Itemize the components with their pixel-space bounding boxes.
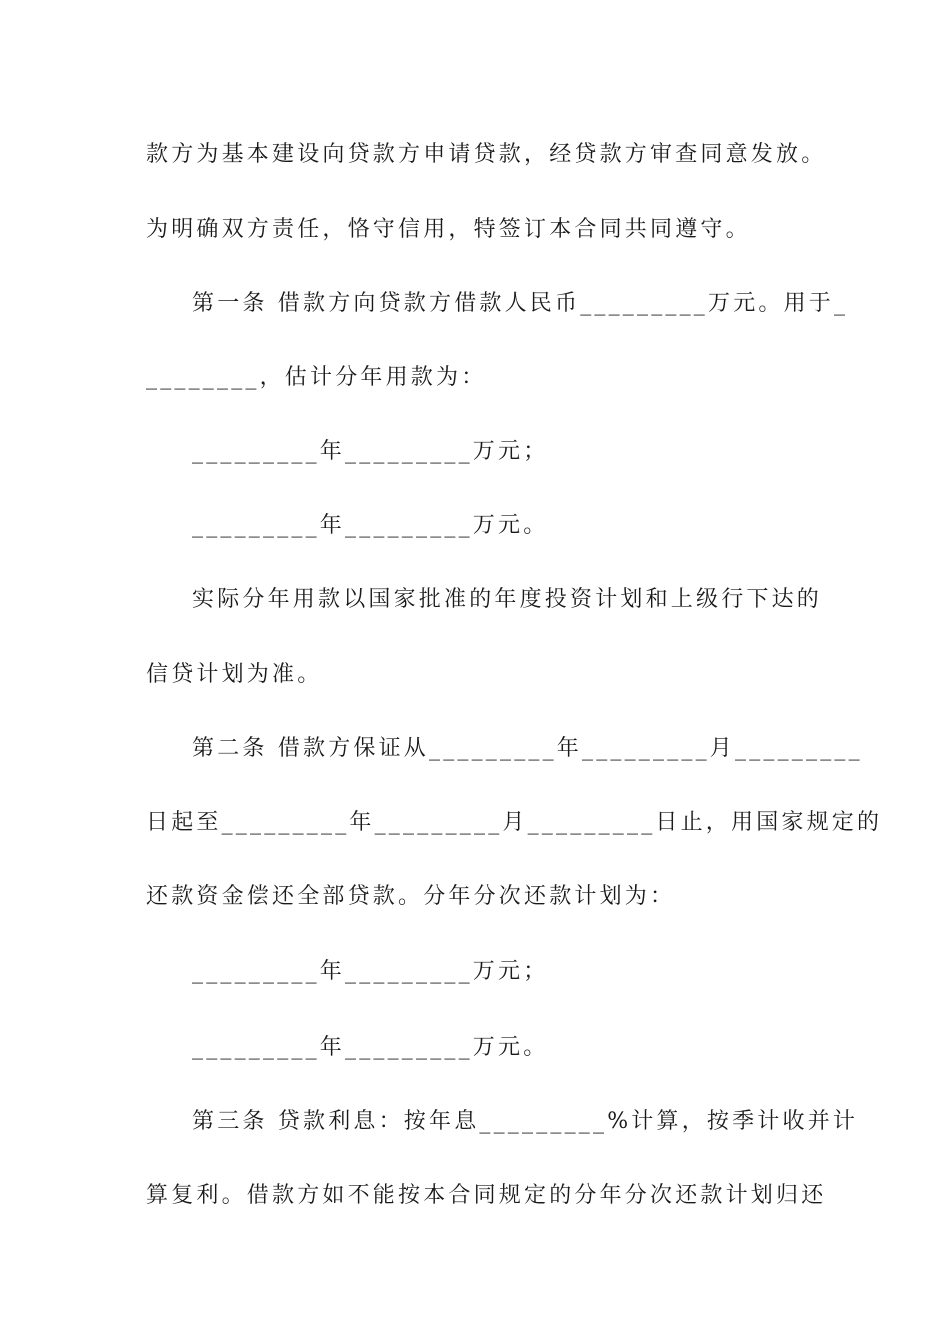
text-line: 算复利。借款方如不能按本合同规定的分年分次还款计划归还 [146, 1183, 827, 1208]
text-line: 日起至_________年_________月_________日止，用国家规定的 [146, 810, 883, 835]
fill-in-line: _________年_________万元； [192, 959, 549, 984]
article-3-heading-line: 第三条 贷款利息：按年息_________%计算，按季计收并计 [192, 1109, 859, 1134]
text-line: 款方为基本建设向贷款方申请贷款，经贷款方审查同意发放。 [146, 142, 827, 167]
text-line: ________，估计分年用款为： [146, 365, 487, 390]
text-line: 信贷计划为准。 [146, 662, 323, 687]
text-line: 还款资金偿还全部贷款。分年分次还款计划为： [146, 884, 676, 909]
text-line: 实际分年用款以国家批准的年度投资计划和上级行下达的 [192, 587, 823, 612]
article-1-heading-line: 第一条 借款方向贷款方借款人民币_________万元。用于_ [192, 291, 849, 316]
text-line: 为明确双方责任，恪守信用，特签订本合同共同遵守。 [146, 217, 751, 242]
article-2-heading-line: 第二条 借款方保证从_________年_________月_________ [192, 736, 863, 761]
fill-in-line: _________年_________万元。 [192, 1035, 549, 1060]
fill-in-line: _________年_________万元； [192, 439, 549, 464]
fill-in-line: _________年_________万元。 [192, 513, 549, 538]
